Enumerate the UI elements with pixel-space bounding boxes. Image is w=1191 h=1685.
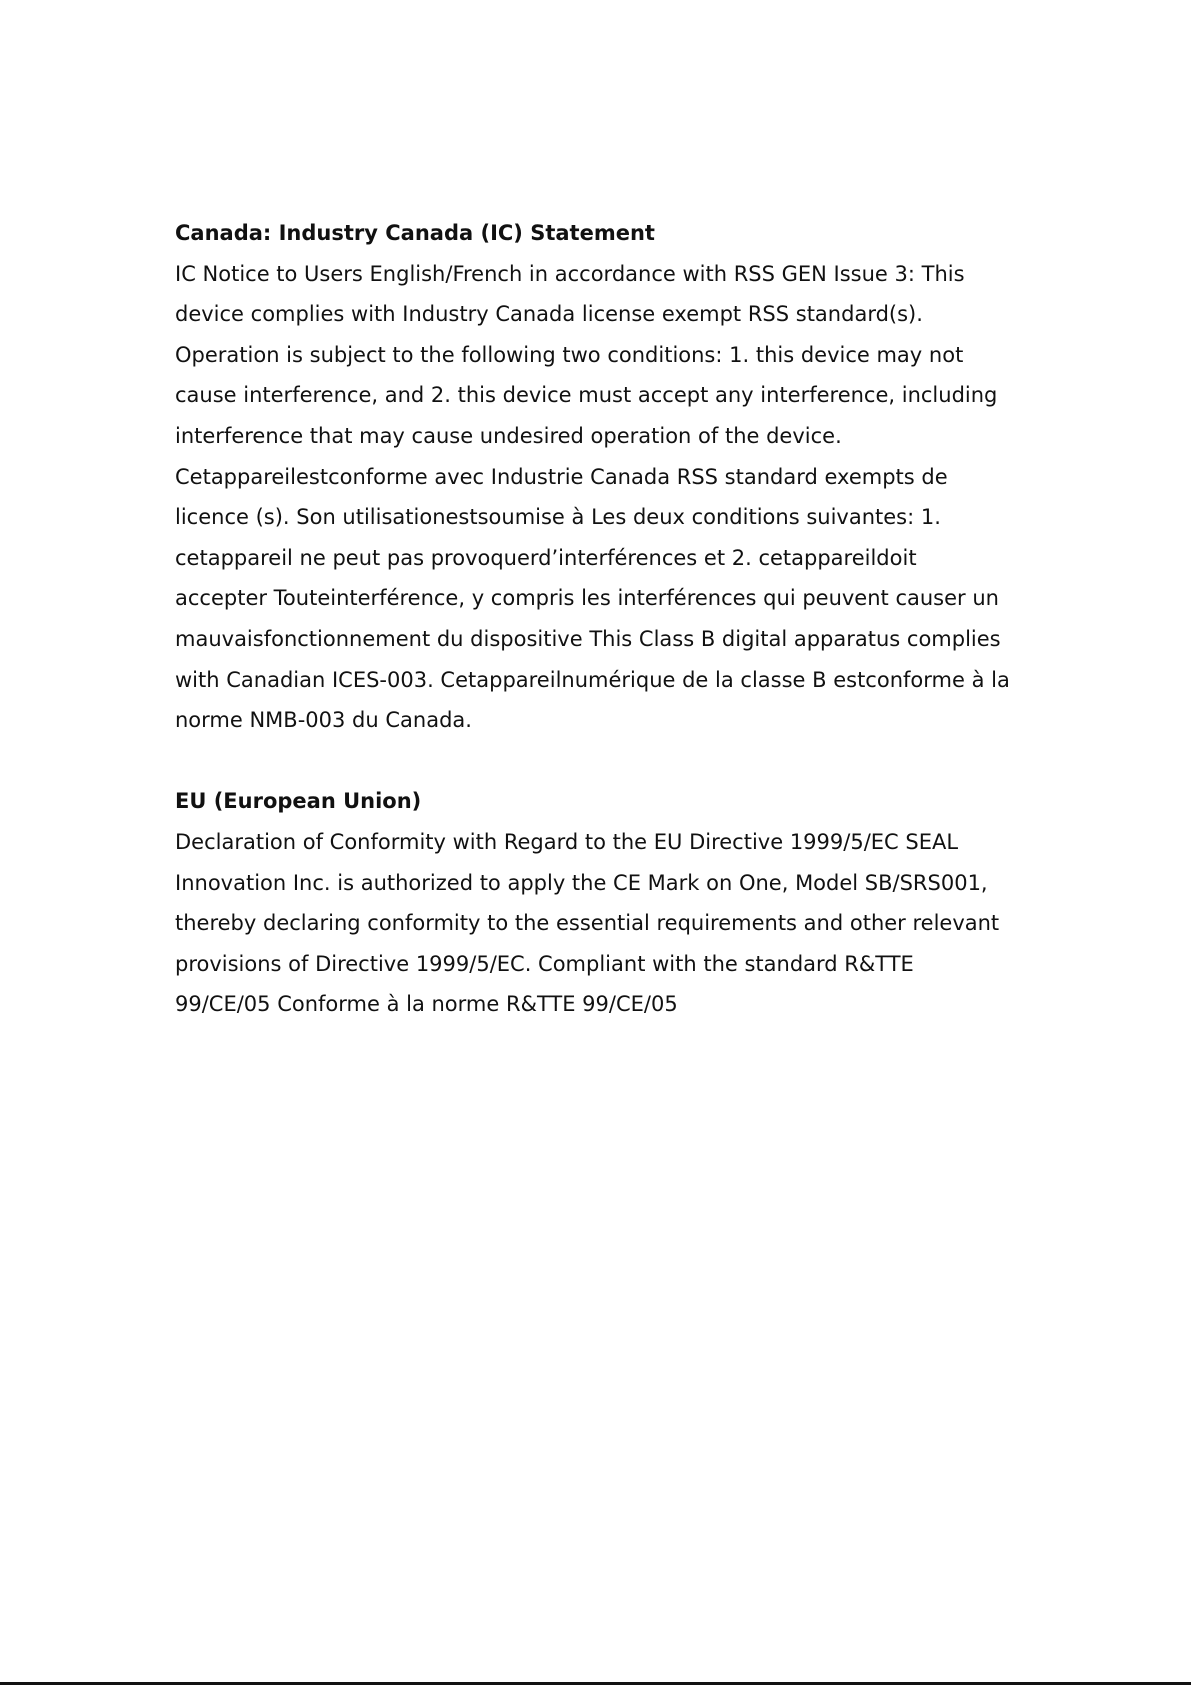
paragraph-line: norme NMB-003 du Canada. <box>175 708 472 733</box>
paragraph-line: cetappareil ne peut pas provoquerd’interférences et 2. cetappareildoit <box>175 545 917 570</box>
section-heading: Canada: Industry Canada (IC) Statement <box>175 221 655 245</box>
section-canada-ic <box>175 213 1025 741</box>
paragraph-line: mauvaisfonctionnement du dispositive This Class B digital apparatus complies <box>175 626 1001 651</box>
paragraph-line: Declaration of Conformity with Regard to the EU Directive 1999/5/EC SEAL <box>175 829 959 854</box>
paragraph-line: licence (s). Son utilisationestsoumise à Les deux conditions suivantes: 1. <box>175 505 941 530</box>
section-heading: EU (European Union) <box>175 789 422 814</box>
paragraph-line: Innovation Inc. is authorized to apply the CE Mark on One, Model SB/SRS001, <box>175 870 988 895</box>
document-body <box>175 213 1025 1025</box>
paragraph-line: device complies with Industry Canada license exempt RSS standard(s). <box>175 302 923 327</box>
paragraph-line: accepter Touteinterférence, y compris les interférences qui peuvent causer un <box>175 586 999 611</box>
paragraph-line: interference that may cause undesired operation of the device. <box>175 423 842 448</box>
paragraph-line: 99/CE/05 Conforme à la norme R&TTE 99/CE/05 <box>175 992 678 1017</box>
paragraph-line: with Canadian ICES-003. Cetappareilnumérique de la classe B estconforme à la <box>175 667 1010 692</box>
section-spacer <box>175 741 1025 782</box>
paragraph-line: thereby declaring conformity to the essential requirements and other relevant <box>175 911 1000 936</box>
paragraph-line: Cetappareilestconforme avec Industrie Canada RSS standard exempts de <box>175 464 948 489</box>
paragraph-line: IC Notice to Users English/French in accordance with RSS GEN Issue 3: This <box>175 261 965 286</box>
paragraph-line: provisions of Directive 1999/5/EC. Compliant with the standard R&TTE <box>175 951 914 976</box>
paragraph-line: Operation is subject to the following two conditions: 1. this device may not <box>175 342 964 367</box>
paragraph-line: cause interference, and 2. this device must accept any interference, including <box>175 383 998 408</box>
section-eu <box>175 781 1025 1025</box>
